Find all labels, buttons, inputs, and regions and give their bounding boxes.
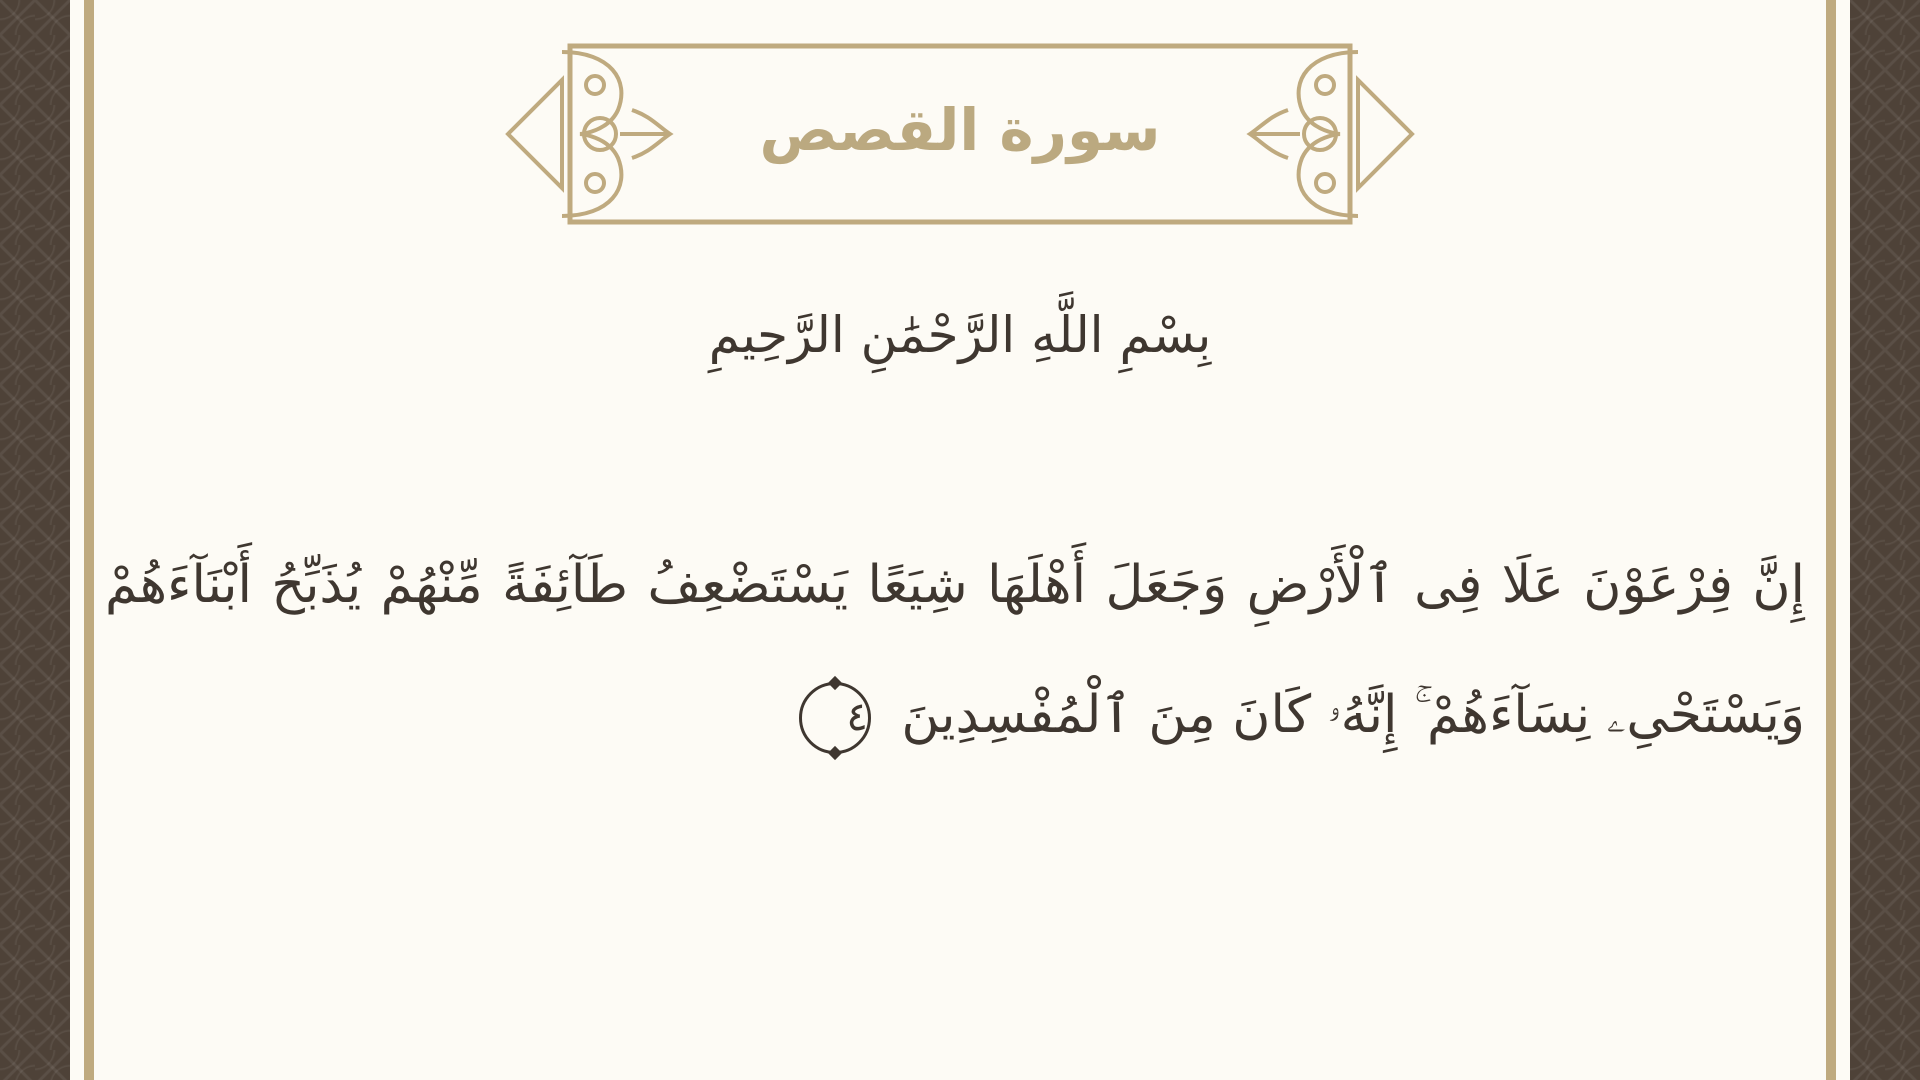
- right-gold-rule: [1826, 0, 1836, 1080]
- surah-title-frame: [500, 40, 1420, 230]
- basmala: بِسْمِ اللَّهِ الرَّحْمَٰنِ الرَّحِيمِ: [708, 306, 1212, 364]
- left-border-pattern: [0, 0, 70, 1080]
- ayah-number-marker: ٤: [799, 682, 871, 754]
- left-gold-rule: [84, 0, 94, 1080]
- surah-title: سورة القصص: [759, 96, 1161, 164]
- verse-text: إِنَّ فِرْعَوْنَ عَلَا فِى ٱلْأَرْضِ وَجَعَلَ أَهْلَهَا شِيَعًا يَسْتَضْعِفُ طَآئِفَةً مِّنْهُمْ يُذَبِّحُ أَبْنَآءَهُمْ وَيَسْتَحْىِۦ نِسَآءَهُمْ ۚ إِنَّهُۥ كَانَ مِنَ ٱلْمُفْسِدِينَ: [105, 555, 1805, 745]
- right-border-pattern: [1850, 0, 1920, 1080]
- verse-container: [105, 520, 1805, 780]
